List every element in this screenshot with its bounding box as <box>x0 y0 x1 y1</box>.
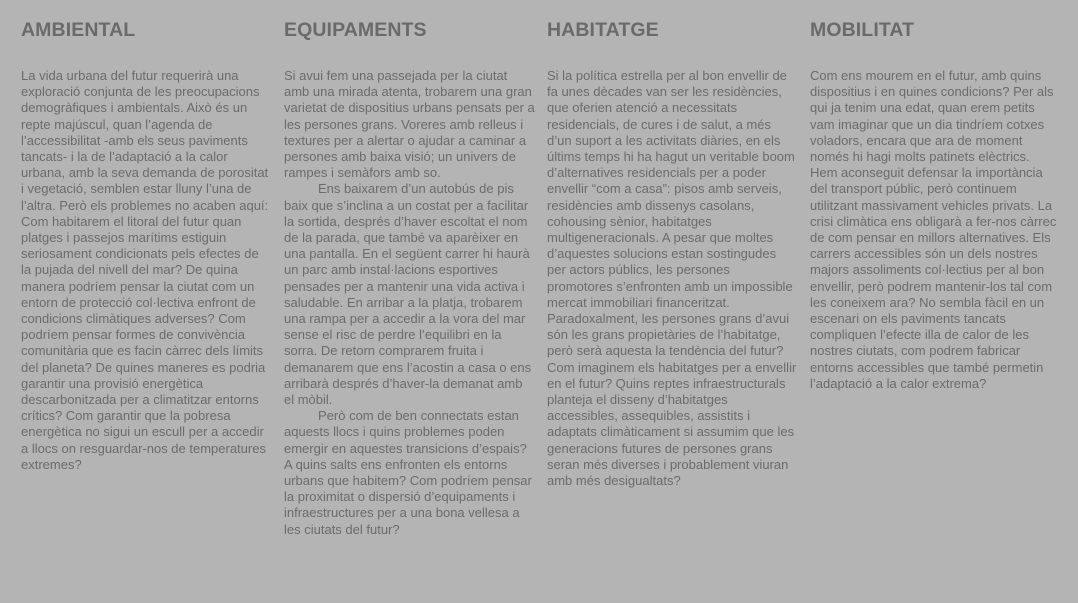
column-title-ambiental: AMBIENTAL <box>21 19 136 41</box>
column-mobilitat <box>810 19 1060 392</box>
column-body-equipaments <box>284 68 536 538</box>
column-ambiental <box>21 19 271 473</box>
paragraph: Ens baixarem d’un autobús de pis baix que s’inclina a un costat per a facilitar la sortida, després d’haver escoltat el nom de la parada, que també va aparèixer en una pantalla. En el següent carrer hi haurà un parc amb instal·lacions esportives pensades per a mantenir una vida activa i saludable. En arribar a la platja, trobarem una rampa per a accedir a la vora del mar sense el risc de perdre l’equilibri en la sorra. De retorn comprarem fruita i demanarem que ens l’acostin a casa o ens arribarà després d’haver-la demanat amb el mòbil. <box>284 181 532 408</box>
paragraph: Si avui fem una passejada per la ciutat amb una mirada atenta, trobarem una gran varietat de dispositius urbans pensats per a les persones grans. Voreres amb relleus i textures per a alertar o ajudar a caminar a persones amb baixa visió; un univers de rampes i semàfors amb so. <box>284 68 535 181</box>
column-body-ambiental <box>21 68 271 473</box>
paragraph: Com ens mourem en el futur, amb quins dispositius i en quines condicions? Per als qui ja tenim una edat, quan erem petits vam imaginar que un dia tindríem cotxes voladors, encara que ara de moment només hi hagi molts patinets elèctrics. Hem aconseguit defensar la importància del transport públic, però continuem utilitzant massivament vehicles privats. La crisi climàtica ens obligarà a fer-nos càrrec de com pensar en millors alternatives. Els carrers accessibles són un dels nostres majors assoliments col·lectius per al bon envellir, però podrem mantenir-los tal com les coneixem ara? No sembla fàcil en un escenari on els paviments tancats compliquen l’efecte illa de calor de les nostres ciutats, com podrem fabricar entorns accessibles que també permetin l’adaptació a la calor extrema? <box>810 68 1057 391</box>
paragraph: La vida urbana del futur requerirà una exploració conjunta de les preocupacions demogràfiques i ambientals. Això és un repte majúscul, quan l’agenda de l’accessibilitat -amb els seus paviments tancats- i la de l’adaptació a la calor urbana, amb la seva demanda de porositat i vegetació, semblen estar lluny l’una de l’altra. Però els problemes no acaben aquí: Com habitarem el litoral del futur quan platges i passejos marítims estiguin seriosament condicionats pels efectes de la pujada del nivell del mar? De quina manera podríem pensar la ciutat com un entorn de protecció col·lectiva enfront de condicions climàtiques adverses? Com podríem pensar formes de convivència comunitària que es facin càrrec dels límits del planeta? De quines maneres es podria garantir una provisió energètica descarbonitzada per a climatitzar entorns crítics? Com garantir que la pobresa energètica no sigui un escull per a accedir a llocs on resguardar-nos de temperatures extremes? <box>21 68 269 472</box>
paragraph: Si la política estrella per al bon envellir de fa unes dècades van ser les residències, que oferien atenció a necessitats residencials, de cures i de salut, a més d’un suport a les activitats diàries, en els últims temps hi ha hagut un veritable boom d’alternatives residencials per a poder envellir “com a casa”: pisos amb serveis, residències amb dissenys casolans, cohousing sènior, habitatges multigeneracionals. A pesar que moltes d’aquestes solucions estan sostingudes per actors públics, les persones promotores s’enfronten amb un impossible mercat immobiliari financeritzat. Paradoxalment, les persones grans d’avui són les grans propietàries de l’habitatge, però serà aquesta la tendència del futur? Com imaginem els habitatges per a envellir en el futur? Quins reptes infraestructurals planteja el disseny d’habitatges accessibles, assequibles, assistits i adaptats climàticament si assumim que les generacions futures de persones grans seran més diverses i probablement viuran amb més desigualtats? <box>547 68 797 489</box>
column-title-equipaments: EQUIPAMENTS <box>284 19 427 41</box>
column-title-mobilitat: MOBILITAT <box>810 19 915 41</box>
column-body-mobilitat <box>810 68 1060 392</box>
column-equipaments <box>284 19 536 538</box>
column-body-habitatge <box>547 68 797 489</box>
column-habitatge <box>547 19 797 489</box>
column-title-habitatge: HABITATGE <box>547 19 659 41</box>
paragraph: Però com de ben connectats estan aquests llocs i quins problemes poden emergir en aquestes transicions d’espais? A quins salts ens enfronten els entorns urbans que habitem? Com podríem pensar la proximitat o dispersió d’equipaments i infraestructures per a una bona vellesa a les ciutats del futur? <box>284 408 532 537</box>
